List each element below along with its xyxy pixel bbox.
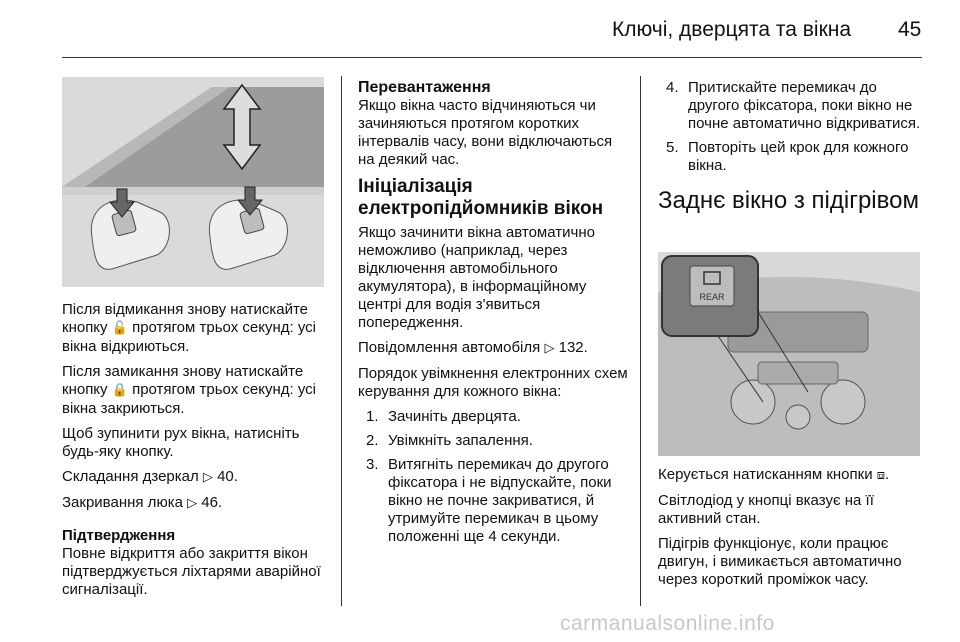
watermark: carmanualsonline.info bbox=[560, 612, 775, 635]
lock-key-icon: 🔒 bbox=[111, 383, 128, 398]
rear-button-label: REAR bbox=[699, 292, 725, 302]
vehicle-messages-reference: Повідомлення автомобіля ▷ 132. bbox=[358, 339, 588, 356]
overload-heading: Перевантаження bbox=[358, 79, 491, 96]
dashboard-rear-defrost-illustration bbox=[658, 252, 920, 456]
list-item: 1. Зачиніть дверцята. bbox=[366, 408, 521, 425]
steps-list-part-1 bbox=[358, 408, 630, 546]
initialization-heading: Ініціалізація електропідйомників вікон bbox=[358, 176, 604, 219]
list-item: 4. Притискайте перемикач до другого фіксатора, поки вікно не почне автоматично відкриватися. bbox=[666, 79, 921, 132]
page-header-title: Ключі, дверцята та вікна bbox=[612, 18, 852, 41]
sunroof-reference: Закривання люка ▷ 46. bbox=[62, 494, 223, 511]
column-divider-1 bbox=[341, 76, 342, 606]
rear-window-heating-heading: Заднє вікно з підігрівом bbox=[658, 187, 919, 214]
column-1-text bbox=[62, 301, 330, 606]
window-keyfob-illustration bbox=[62, 77, 324, 287]
overload-text: Якщо вікна часто відчиняються чи зачиняються протягом коротких інтервалів часу, вони відключаються на деякий час. bbox=[358, 97, 613, 168]
list-item: 2. Увімкніть запалення. bbox=[366, 432, 533, 449]
led-text: Світлодіод у кнопці вказує на її активний стан. bbox=[658, 492, 874, 527]
reference-arrow-icon: ▷ bbox=[202, 470, 213, 485]
header-rule bbox=[62, 57, 922, 58]
mirror-fold-reference: Складання дзеркал ▷ 40. bbox=[62, 468, 238, 485]
list-item: 5. Повторіть цей крок для кожного вікна. bbox=[666, 139, 909, 174]
activation-order-text: Порядок увімкнення електронних схем керування для кожного вікна: bbox=[358, 365, 628, 400]
confirmation-text: Повне відкриття або закриття вікон підтверджується ліхтарями аварійної сигналізації. bbox=[62, 545, 321, 598]
list-item: 3. Витягніть перемикач до другого фіксатора і не відпускайте, поки вікно не почне закриватися, й утримуйте перемикач в цьому положенні ще 4 секунди. bbox=[366, 456, 612, 545]
heating-operation-text: Підігрів функціонує, коли працює двигун, і вимикається автоматично через короткий проміжок часу. bbox=[658, 535, 902, 588]
unlock-paragraph: Після відмикання знову натискайте кнопку 🔓 протягом трьох секунд: усі вікна відкриються. bbox=[62, 301, 316, 355]
column-2-text bbox=[358, 79, 630, 552]
column-3-text bbox=[658, 79, 928, 227]
column-3-lower-text bbox=[658, 466, 928, 596]
column-divider-2 bbox=[640, 76, 641, 606]
stop-paragraph: Щоб зупинити рух вікна, натисніть будь-яку кнопку. bbox=[62, 425, 300, 460]
reference-arrow-icon: ▷ bbox=[544, 341, 555, 356]
unlock-key-icon: 🔓 bbox=[111, 321, 128, 336]
page-number: 45 bbox=[898, 18, 922, 41]
confirmation-heading: Підтвердження bbox=[62, 527, 176, 544]
rear-button-text: Керується натисканням кнопки ⧈. bbox=[658, 466, 890, 483]
reference-arrow-icon: ▷ bbox=[187, 496, 198, 511]
steps-list-part-2 bbox=[658, 79, 928, 175]
initialization-text: Якщо зачинити вікна автоматично неможливо (наприклад, через відключення автомобільного акумулятора), в інформаційному центрі для водія з'явиться попередження. bbox=[358, 224, 595, 331]
lock-paragraph: Після замикання знову натискайте кнопку 🔒 протягом трьох секунд: усі вікна закриються. bbox=[62, 363, 316, 417]
rear-defrost-icon: ⧈ bbox=[876, 468, 886, 483]
